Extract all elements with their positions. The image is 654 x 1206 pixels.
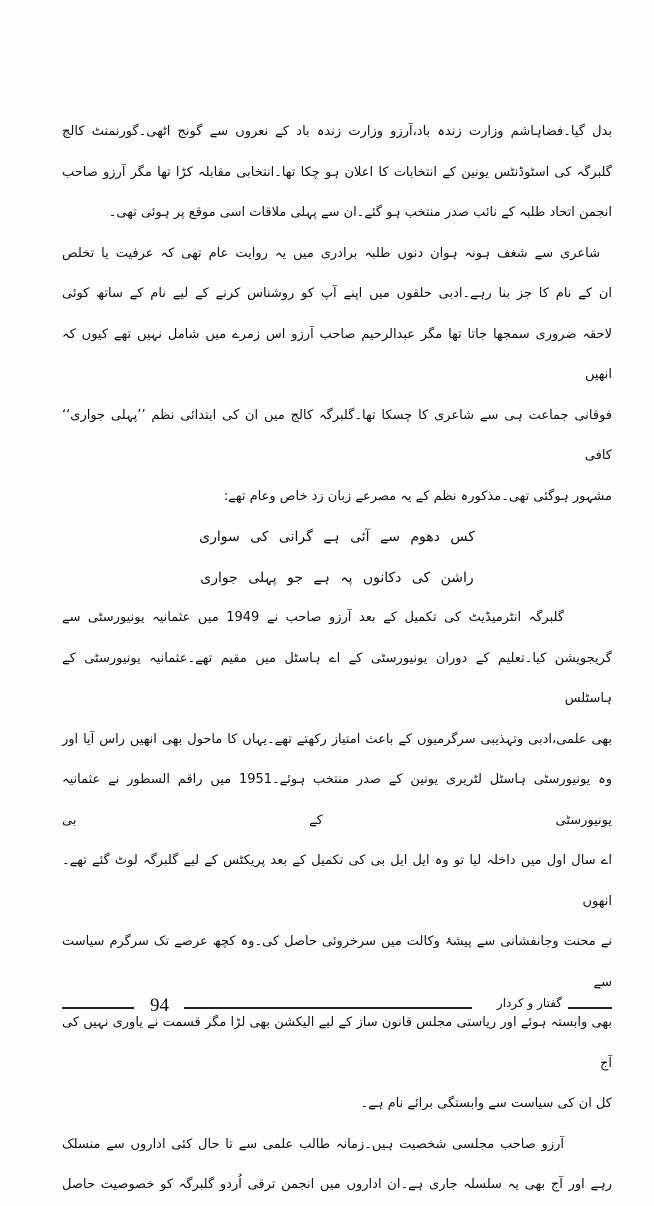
text-line: بھی وابستہ ہوئے اور ریاستی مجلس قانون ساز کے لیے الیکشن بھی لڑا مگر قسمت نے یاوری نہیں کی آج [62, 1015, 612, 1071]
text-line: مشہور ہوگئی تھی۔مذکورہ نظم کے یہ مصرعے زبان زد خاص وعام تھے: [223, 488, 612, 504]
text-line: کل ان کی سیاست سے وابستگی برائے نام ہے۔ [360, 1096, 612, 1111]
verse-line: کس دھوم سے آئی ہے گرانی کی سواری [199, 529, 475, 545]
footer-rule-right [568, 1007, 612, 1009]
text-line: فوقانی جماعت ہی سے شاعری کا چسکا تھا۔گلبرگہ کالج میں ان کی ابتدائی نظم ’’پہلی جواری‘‘ کافی [62, 407, 612, 463]
footer-rule-left [62, 1007, 134, 1009]
footer-rule-middle [184, 1007, 472, 1009]
text-line: گلبرگہ کی اسٹوڈنٹس یونین کے انتخابات کا اعلان ہو چکا تھا۔انتخابی مقابلہ کڑا تھا مگر آرزو صاحب [62, 164, 612, 180]
text-line: وہ یونیورسٹی ہاسٹل لٹریری یونین کے صدر منتخب ہوئے۔1951 میں راقم السطور نے عثمانیہ یونیورسٹی کے بی [62, 772, 613, 828]
text-line: ان کے نام کا جز بنا رہے۔ادبی حلقوں میں اپنے آپ کو روشناس کرنے کے لیے نام کے ساتھ کوئی [62, 286, 612, 301]
text-line: بدل گیا۔فضاہاشم وزارت زندہ باد،آرزو وزارت زندہ باد کے نعروں سے گونج اٹھی۔گورنمنٹ کالج [62, 124, 612, 139]
text-line: نے محنت وجانفشانی سے پیشۂ وکالت میں سرخروئی حاصل کی۔وہ کچھ عرصے تک سرگرم سیاست سے [62, 934, 612, 990]
text-line: بھی علمی،ادبی وتہذیبی سرگرمیوں کے باعث امتیاز رکھتے تھے۔یہاں کا ماحول بھی انھیں راس آیا اور [62, 731, 612, 747]
text-line: گلبرگہ انٹرمیڈیٹ کی تکمیل کے بعد آرزو صاحب نے 1949 میں عثمانیہ یونیورسٹی سے [62, 610, 564, 625]
page-footer [62, 995, 612, 1025]
running-title: گفتار و کردار [496, 996, 562, 1010]
text-line: انجمن اتحاد طلبہ کے نائب صدر منتخب ہو گئے۔ان سے پہلی ملاقات اسی موقع پر ہوئی تھی۔ [108, 205, 612, 220]
text-line: اے سال اول میں داخلہ لیا تو وہ ایل ایل بی کی تکمیل کے بعد پریکٹس کے لیے گلبرگہ لوٹ گئے تھے۔انھوں [62, 853, 612, 909]
page-number: 94 [150, 995, 169, 1016]
text-line: رہے اور آج بھی یہ سلسلہ جاری ہے۔ان اداروں میں انجمن ترقی اُردو گلبرگہ کو خصوصیت حاصل [62, 1177, 612, 1192]
verse-line: راشن کی دکانوں پہ ہے جو پہلی جواری [200, 569, 474, 586]
page-body-text [62, 112, 612, 1206]
text-line: شاعری سے شغف ہونہ ہوان دنوں طلبہ برادری میں یہ روایت عام تھی کہ عرفیت یا تخلص [62, 245, 600, 261]
text-line: آرزو صاحب مجلسی شخصیت ہیں۔زمانہ طالب علمی سے تا حال کئی اداروں سے منسلک [62, 1136, 564, 1152]
text-line: لاحقہ ضروری سمجھا جاتا تھا مگر عبدالرحیم صاحب آرزو اس زمرے میں شامل نہیں تھے کیوں کہ انھیں [62, 326, 612, 382]
text-line: گریجویشن کیا۔تعلیم کے دوران یونیورسٹی کے اے ہاسٹل میں مقیم تھے۔عثمانیہ یونیورسٹی کے ہاسٹلس [62, 650, 612, 706]
